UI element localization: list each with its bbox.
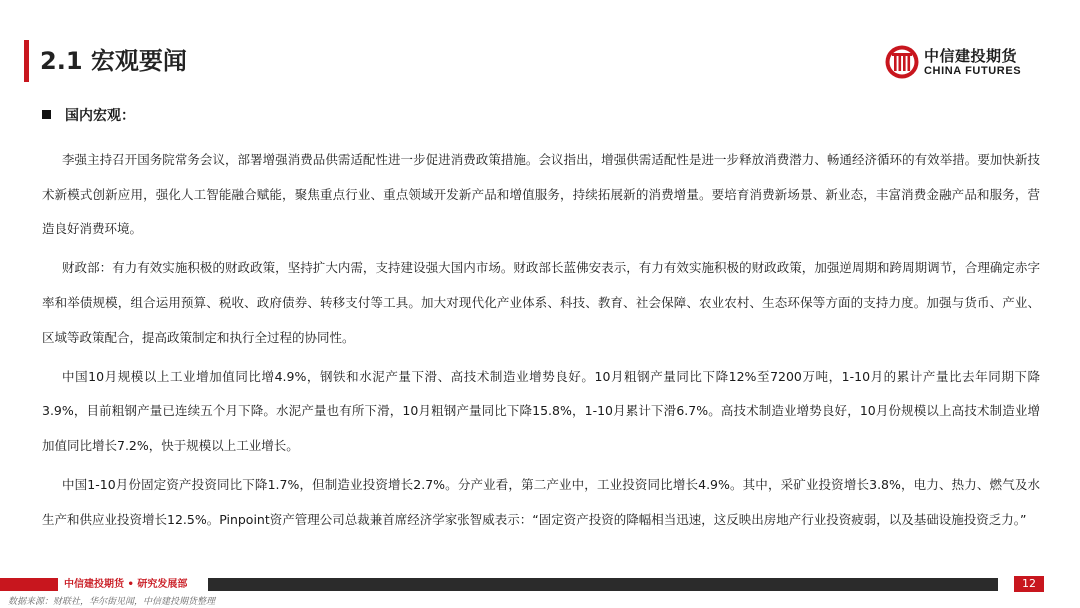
paragraph-industrial-output: 中国10月规模以上工业增加值同比增4.9%，钢铁和水泥产量下滑、高技术制造业增势良好。10月粗钢产量同比下降12%至7200万吨，1-10月的累计产量比去年同期下降3.9%，目前粗钢产量已连续五个月下降。水泥产量也有所下滑，10月粗钢产量同比下降15.8%，1-10月累计下滑6.7%。高技术制造业增势良好，10月份规模以上高技术制造业增加值同比增长7.2%，快于规模以上工业增长。 [42, 368, 1040, 453]
section-heading-label: 国内宏观： [65, 108, 135, 124]
logo-name-en: CHINA FUTURES [924, 65, 1022, 77]
footer-red-bar [0, 578, 58, 591]
citic-logo-icon [884, 44, 920, 80]
data-source-note: 数据来源：财联社，华尔街见闻，中信建投期货整理 [8, 597, 216, 607]
title-accent-bar [24, 40, 29, 82]
page-number: 12 [1014, 576, 1044, 592]
section-heading [42, 106, 135, 126]
square-bullet-icon [42, 110, 51, 119]
paragraph-fixed-asset-investment: 中国1-10月份固定资产投资同比下降1.7%，但制造业投资增长2.7%。分产业看，第二产业中，工业投资同比增长4.9%。其中，采矿业投资增长3.8%，电力、热力、燃气及水生产和供应业投资增长12.5%。Pinpoint资产管理公司总裁兼首席经济学家张智威表示：“固定资产投资的降幅相当迅速，这反映出房地产行业投资疲弱，以及基础设施投资乏力。” [42, 477, 1040, 527]
page-title: 2.1 宏观要闻 [40, 47, 187, 75]
body-text [42, 143, 1040, 542]
footer-dark-bar [208, 578, 998, 591]
footer-department: 中信建投期货 • 研究发展部 [58, 578, 193, 591]
paragraph-fiscal-policy: 财政部：有力有效实施积极的财政政策，坚持扩大内需，支持建设强大国内市场。财政部长蓝佛安表示，有力有效实施积极的财政政策，加强逆周期和跨周期调节，合理确定赤字率和举债规模，组合运用预算、税收、政府债券、转移支付等工具。加大对现代化产业体系、科技、教育、社会保障、农业农村、生态环保等方面的支持力度。加强与货币、产业、区域等政策配合，提高政策制定和执行全过程的协同性。 [42, 260, 1040, 345]
logo-name-cn: 中信建投期货 [924, 47, 1018, 65]
company-logo [884, 44, 1044, 84]
paragraph-consumption-policy: 李强主持召开国务院常务会议，部署增强消费品供需适配性进一步促进消费政策措施。会议指出，增强供需适配性是进一步释放消费潜力、畅通经济循环的有效举措。要加快新技术新模式创新应用，强化人工智能融合赋能，聚焦重点行业、重点领域开发新产品和增值服务，持续拓展新的消费增量。要培育消费新场景、新业态，丰富消费金融产品和服务，营造良好消费环境。 [42, 152, 1040, 237]
